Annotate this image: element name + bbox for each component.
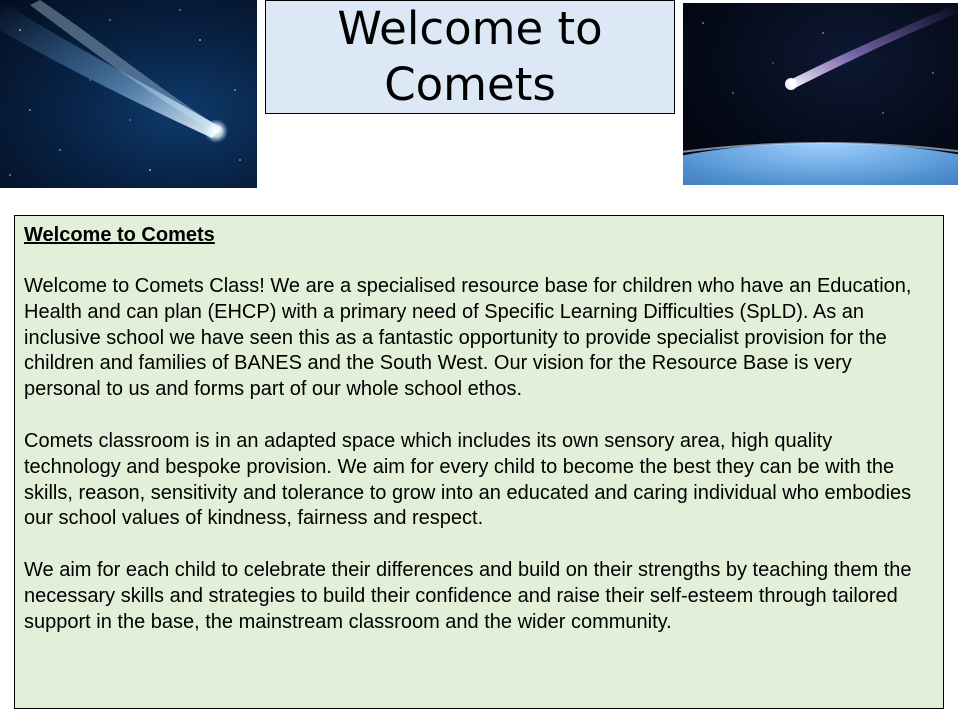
content-heading: Welcome to Comets — [24, 224, 215, 246]
page-title-box — [265, 0, 675, 114]
classroom-paragraph: Comets classroom is in an adapted space which includes its own sensory area, high quality technology and bespoke provision. We aim for every child to become the best they can be with the skills, reason, sensitivity and tolerance to grow into an educated and caring individual who embodies our school values of kindness, fairness and respect. — [24, 429, 912, 530]
aims-paragraph: We aim for each child to celebrate their differences and build on their strengths by teaching them the necessary skills and strategies to build their confidence and raise their self-esteem through tailored support in the base, the mainstream classroom and the wider community. — [24, 559, 912, 633]
content-box — [14, 215, 944, 709]
comet-image — [0, 0, 257, 188]
intro-paragraph: Welcome to Comets Class! We are a specialised resource base for children who have an Education, Health and can plan (EHCP) with a primary need of Specific Learning Difficulties (SpLD). As an inclusive school we have seen this as a fantastic opportunity to provide specialist provision for the children and families of BANES and the South West. Our vision for the Resource Base is very personal to us and forms part of our whole school ethos. — [24, 275, 912, 401]
comet-over-earth-image — [683, 3, 958, 185]
page-title: Welcome to Comets — [337, 2, 603, 111]
